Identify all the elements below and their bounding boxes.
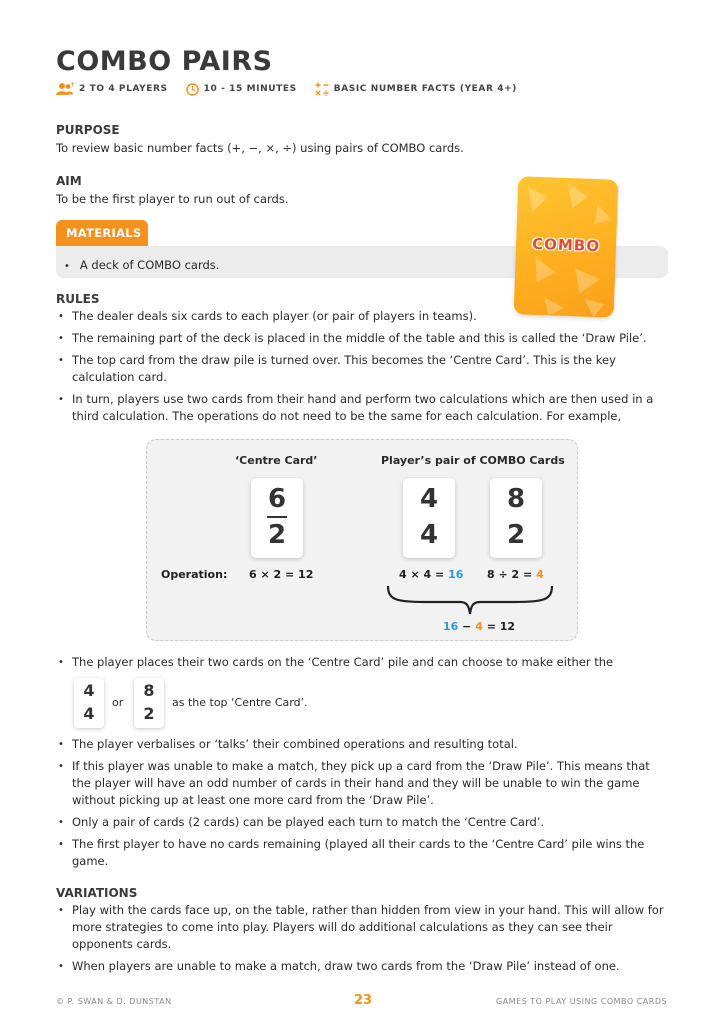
page-title: COMBO PAIRS xyxy=(56,46,273,77)
variations-list xyxy=(58,902,668,980)
final-calc: 16 − 4 = 12 xyxy=(443,620,516,633)
list-item: • The player verbalises or ‘talks’ their combined operations and resulting total. xyxy=(58,736,668,753)
centre-card: 6 2 xyxy=(251,478,303,558)
rules-list-3 xyxy=(58,736,668,875)
time-text: 10 - 15 MINUTES xyxy=(203,84,297,94)
page-number: 23 xyxy=(354,993,373,1008)
players-icon xyxy=(56,82,74,96)
list-item: • The first player to have no cards remaining (played all their cards to the ‘Centre Card’ pile wins the game. xyxy=(58,836,668,870)
rules-list xyxy=(58,308,668,430)
pair-label: Player’s pair of COMBO Cards xyxy=(381,454,565,467)
list-item: • The player places their two cards on the ‘Centre Card’ pile and can choose to make either the xyxy=(58,654,668,671)
list-item: • When players are unable to make a match, draw two cards from the ‘Draw Pile’ instead of one. xyxy=(58,958,668,975)
skill-text: BASIC NUMBER FACTS (YEAR 4+) xyxy=(333,84,517,94)
rules-list-2 xyxy=(58,654,668,676)
players-text: 2 TO 4 PLAYERS xyxy=(79,84,168,94)
list-item: • The dealer deals six cards to each player (or pair of players in teams). xyxy=(58,308,668,325)
materials-item: • A deck of COMBO cards. xyxy=(64,258,220,272)
svg-text:+: + xyxy=(70,81,76,88)
purpose-text: To review basic number facts (+, −, ×, ÷) using pairs of COMBO cards. xyxy=(56,141,464,155)
calc-a: 4 × 4 = 16 xyxy=(399,568,464,581)
choice-card-b: 8 2 xyxy=(134,678,164,728)
underline xyxy=(267,516,287,518)
aim-text: To be the first player to run out of cards. xyxy=(56,192,289,206)
choice-or: or xyxy=(112,696,124,709)
list-item: • Play with the cards face up, on the table, rather than hidden from view in your hand. This will allow for more strategies to come into play. Players will do additional calculations as they can see their opponents cards. xyxy=(58,902,668,953)
brace-icon xyxy=(385,584,555,620)
variations-heading: VARIATIONS xyxy=(56,886,138,900)
choice-suffix: as the top ‘Centre Card’. xyxy=(172,696,308,709)
purpose-heading: PURPOSE xyxy=(56,123,120,137)
operations-icon xyxy=(315,82,329,96)
calc-b: 8 ÷ 2 = 4 xyxy=(487,568,544,581)
game-meta xyxy=(56,82,517,96)
operation-label: Operation: xyxy=(161,568,228,581)
example-panel xyxy=(146,439,578,641)
list-item: • In turn, players use two cards from their hand and perform two calculations which are then used in a third calculation. The operations do not need to be the same for each calculation. For example, xyxy=(58,391,668,425)
footer-series: GAMES TO PLAY USING COMBO CARDS xyxy=(496,997,668,1006)
pair-card-b: 8 2 xyxy=(490,478,542,558)
list-item: • Only a pair of cards (2 cards) can be played each turn to match the ‘Centre Card’. xyxy=(58,814,668,831)
clock-icon xyxy=(186,83,199,96)
centre-calc: 6 × 2 = 12 xyxy=(249,568,314,581)
combo-logo: COMBO xyxy=(531,234,601,256)
choice-card-a: 4 4 xyxy=(74,678,104,728)
combo-card-image xyxy=(514,176,619,317)
materials-heading: MATERIALS xyxy=(56,220,148,246)
skill-meta xyxy=(315,82,517,96)
rules-heading: RULES xyxy=(56,292,100,306)
aim-heading: AIM xyxy=(56,174,82,188)
list-item: • The remaining part of the deck is placed in the middle of the table and this is called the ‘Draw Pile’. xyxy=(58,330,668,347)
footer-copyright: © P. SWAN & D. DUNSTAN xyxy=(56,997,172,1006)
players-meta xyxy=(56,82,168,96)
time-meta xyxy=(186,83,297,96)
list-item: • The top card from the draw pile is turned over. This becomes the ‘Centre Card’. This is the key calculation card. xyxy=(58,352,668,386)
list-item: • If this player was unable to make a match, they pick up a card from the ‘Draw Pile’. This means that the player will have an odd number of cards in their hand and they will be unable to win the game without picking up at least one more card from the ‘Draw Pile’. xyxy=(58,758,668,809)
centre-card-label: ‘Centre Card’ xyxy=(235,454,318,467)
pair-card-a: 4 4 xyxy=(403,478,455,558)
